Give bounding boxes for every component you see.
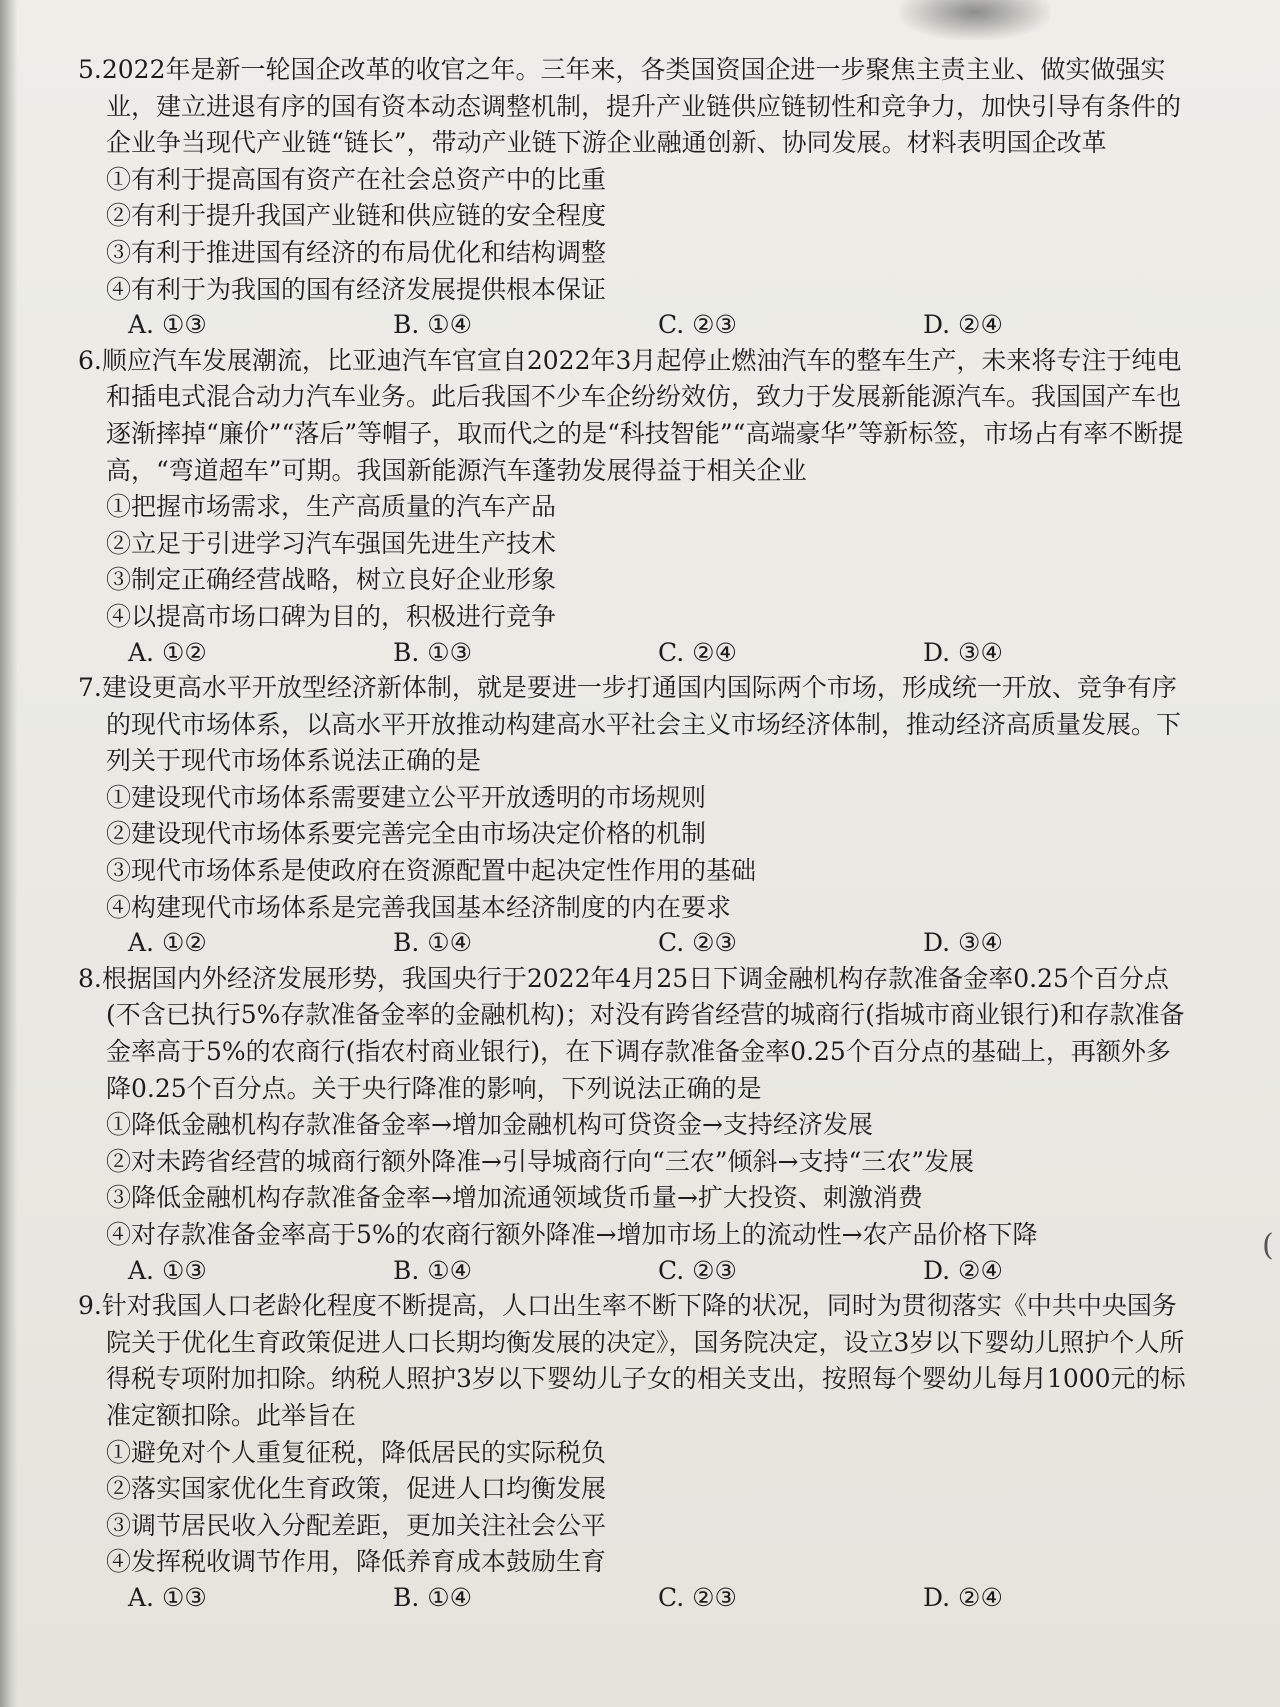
question-number: 6. [78,345,102,375]
question-number: 7. [78,673,102,703]
choice-b[interactable]: B. ①③ [393,637,473,667]
choice-c[interactable]: C. ②③ [658,928,737,958]
choice-d[interactable]: D. ②④ [923,1255,1003,1285]
question-text: 顺应汽车发展潮流，比亚迪汽车官宣自2022年3月起停止燃油汽车的整车生产，未来将专注于纯电和插电式混合动力汽车业务。此后我国不少车企纷纷效仿，致力于发展新能源汽车。我国国产车也逐渐摔掉“廉价”“落后”等帽子，取而代之的是“科技智能”“高端豪华”等新标签，市场占有率不断提高，“弯道超车”可期。我国新能源汽车蓬勃发展得益于相关企业 [101,345,1184,485]
option-2: ②有利于提升我国产业链和供应链的安全程度 [106,201,607,231]
option-4: ④以提高市场口碑为目的，积极进行竞争 [106,601,557,631]
choice-a[interactable]: A. ①③ [128,1582,207,1612]
choice-b[interactable]: B. ①④ [393,928,473,958]
choice-d[interactable]: D. ②④ [923,1582,1003,1612]
option-3: ③调节居民收入分配差距，更加关注社会公平 [106,1510,607,1540]
option-3: ③制定正确经营战略，树立良好企业形象 [106,565,557,595]
question-text: 2022年是新一轮国企改革的收官之年。三年来，各类国资国企进一步聚焦主责主业、做实做强实业，建立进退有序的国有资本动态调整机制，提升产业链供应链韧性和竞争力，加快引导有条件的企业争当现代产业链“链长”，带动产业链下游企业融通创新、协同发展。材料表明国企改革 [101,55,1182,158]
question-9 [78,1288,1188,1615]
question-stem [78,52,1188,162]
option-1: ①把握市场需求，生产高质量的汽车产品 [106,492,557,522]
question-stem [78,343,1188,489]
option-4: ④有利于为我国的国有经济发展提供根本保证 [106,274,607,304]
question-number: 5. [78,55,102,84]
question-text: 根据国内外经济发展形势，我国央行于2022年4月25日下调金融机构存款准备金率0.25个百分点(不含已执行5%存款准备金率的金融机构)；对没有跨省经营的城商行(指城市商业银行)和存款准备金率高于5%的农商行(指农村商业银行)，在下调存款准备金率0.25个百分点的基础上，再额外多降0.25个百分点。关于央行降准的影响，下列说法正确的是 [101,963,1185,1103]
margin-pen-mark: ( [1262,1228,1274,1263]
question-number: 9. [78,1291,102,1321]
option-2: ②建设现代市场体系要完善完全由市场决定价格的机制 [106,819,707,849]
choice-a[interactable]: A. ①③ [128,310,207,340]
option-2: ②对未跨省经营的城商行额外降准→引导城商行向“三农”倾斜→支持“三农”发展 [106,1146,975,1176]
option-4: ④发挥税收调节作用，降低养育成本鼓励生育 [106,1547,607,1577]
question-number: 8. [78,963,102,993]
choice-d[interactable]: D. ②④ [923,310,1003,340]
option-4: ④构建现代市场体系是完善我国基本经济制度的内在要求 [106,892,732,922]
option-1: ①降低金融机构存款准备金率→增加金融机构可贷资金→支持经济发展 [106,1110,873,1140]
question-stem [78,961,1188,1107]
choice-d[interactable]: D. ③④ [923,928,1003,958]
choice-a[interactable]: A. ①③ [128,1255,207,1285]
choice-b[interactable]: B. ①④ [393,310,473,340]
answer-choices [78,1581,1188,1616]
choice-a[interactable]: A. ①② [128,928,207,958]
answer-choices [78,926,1188,961]
question-list [78,52,1188,1616]
choice-b[interactable]: B. ①④ [393,1582,473,1612]
choice-b[interactable]: B. ①④ [393,1255,473,1285]
question-7 [78,670,1188,961]
choice-c[interactable]: C. ②④ [658,637,737,667]
question-6 [78,343,1188,670]
answer-choices [78,636,1188,671]
option-1: ①有利于提高国有资产在社会总资产中的比重 [106,164,607,194]
choice-c[interactable]: C. ②③ [658,1255,737,1285]
question-text: 针对我国人口老龄化程度不断提高，人口出生率不断下降的状况，同时为贯彻落实《中共中央国务院关于优化生育政策促进人口长期均衡发展的决定》，国务院决定，设立3岁以下婴幼儿照护个人所得税专项附加扣除。纳税人照护3岁以下婴幼儿子女的相关支出，按照每个婴幼儿每月1000元的标准定额扣除。此举旨在 [101,1291,1186,1430]
option-3: ③现代市场体系是使政府在资源配置中起决定性作用的基础 [106,856,757,886]
option-3: ③有利于推进国有经济的布局优化和结构调整 [106,237,607,267]
option-3: ③降低金融机构存款准备金率→增加流通领域货币量→扩大投资、刺激消费 [106,1183,923,1213]
answer-choices [78,308,1188,343]
question-5 [78,52,1188,343]
scan-smudge [900,0,1050,40]
question-stem [78,670,1188,780]
choice-d[interactable]: D. ③④ [923,637,1003,667]
option-1: ①避免对个人重复征税，降低居民的实际税负 [106,1437,607,1467]
binding-shadow [0,0,18,1707]
option-2: ②落实国家优化生育政策，促进人口均衡发展 [106,1474,607,1504]
choice-a[interactable]: A. ①② [128,637,207,667]
option-1: ①建设现代市场体系需要建立公平开放透明的市场规则 [106,782,707,812]
question-8 [78,961,1188,1288]
option-2: ②立足于引进学习汽车强国先进生产技术 [106,528,557,558]
answer-choices [78,1254,1188,1289]
choice-c[interactable]: C. ②③ [658,310,737,340]
choice-c[interactable]: C. ②③ [658,1582,737,1612]
question-stem [78,1288,1188,1434]
option-4: ④对存款准备金率高于5%的农商行额外降准→增加市场上的流动性→农产品价格下降 [106,1220,1038,1249]
question-text: 建设更高水平开放型经济新体制，就是要进一步打通国内国际两个市场，形成统一开放、竞争有序的现代市场体系，以高水平开放推动构建高水平社会主义市场经济体制，推动经济高质量发展。下列关于现代市场体系说法正确的是 [101,673,1182,776]
